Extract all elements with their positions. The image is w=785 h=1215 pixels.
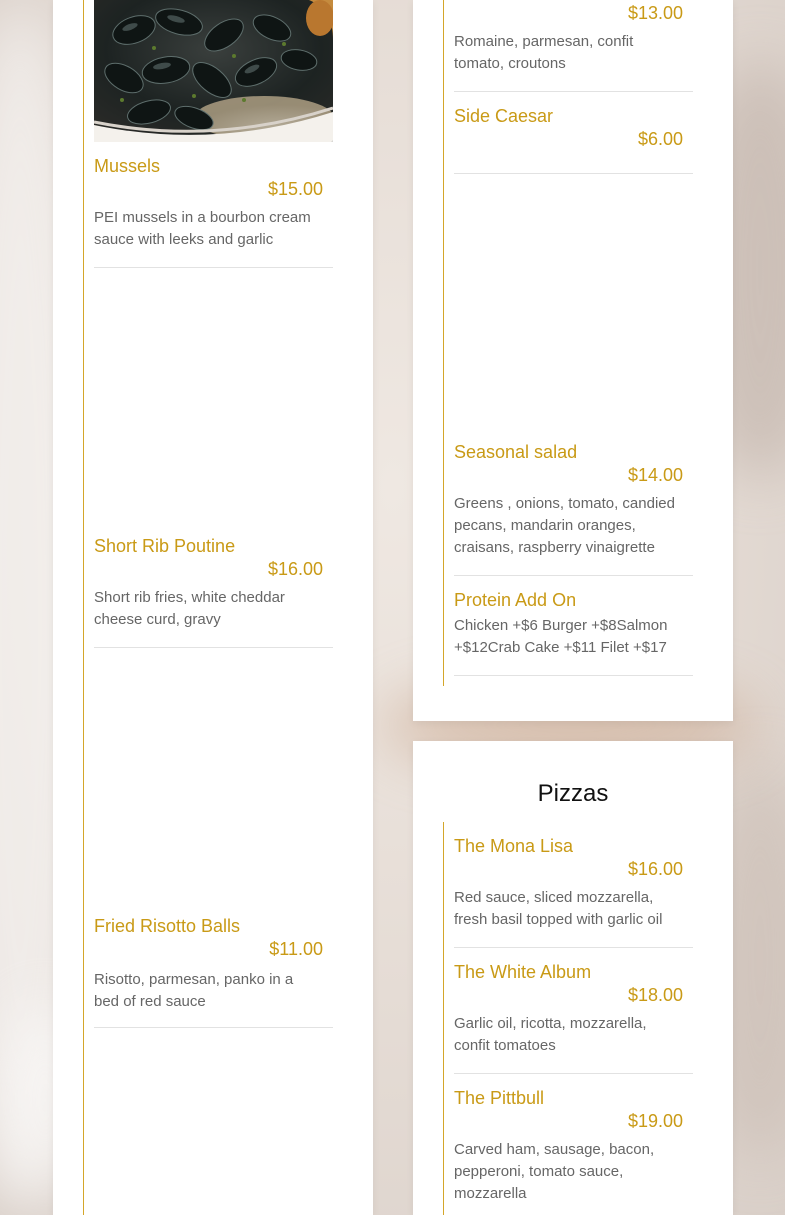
column-accent-line — [83, 0, 84, 1215]
column-accent-line — [443, 822, 444, 1215]
item-divider — [454, 173, 693, 174]
item-description: Red sauce, sliced mozzarella, fresh basil topped with garlic oil — [454, 889, 663, 928]
item-divider — [454, 947, 693, 948]
salads-card — [413, 0, 733, 721]
column-accent-line — [443, 0, 444, 686]
item-divider — [454, 91, 693, 92]
item-divider — [94, 267, 333, 268]
item-description: Greens , onions, tomato, candied pecans, mandarin oranges, craisans, raspberry vinaigrette — [454, 495, 675, 556]
mussels-photo — [94, 0, 333, 142]
menu-item-caesar[interactable] — [454, 0, 693, 92]
item-description: Short rib fries, white cheddar cheese curd, gravy — [94, 589, 285, 628]
menu-item-protein-add-on[interactable] — [454, 590, 693, 676]
item-name: Fried Risotto Balls — [94, 916, 241, 936]
item-description: Chicken +$6 Burger +$8Salmon +$12Crab Cake +$11 Filet +$17 — [454, 617, 668, 656]
menu-item-mussels[interactable] — [94, 156, 333, 268]
item-name: Short Rib Poutine — [94, 536, 236, 556]
item-name: Protein Add On — [454, 590, 577, 610]
item-description: Risotto, parmesan, panko in a bed of red sauce — [94, 971, 294, 1010]
menu-item-short-rib-poutine[interactable] — [94, 536, 333, 648]
menu-item-fried-risotto-balls[interactable] — [94, 916, 333, 1028]
item-price: $13.00 — [627, 3, 683, 23]
item-price: $16.00 — [267, 559, 323, 579]
mussels-image — [94, 0, 333, 142]
item-name: Seasonal salad — [454, 442, 578, 462]
item-divider — [454, 675, 693, 676]
item-name: Mussels — [94, 156, 161, 176]
item-price: $11.00 — [269, 939, 323, 959]
section-title: Pizzas — [537, 780, 609, 807]
appetizers-card — [53, 0, 373, 1215]
item-divider — [94, 1027, 333, 1028]
item-name: Side Caesar — [454, 106, 554, 126]
menu-item-side-caesar[interactable] — [454, 106, 693, 174]
item-name: The Pittbull — [454, 1088, 545, 1108]
item-divider — [94, 647, 333, 648]
item-price: $19.00 — [627, 1111, 683, 1131]
item-name: The Mona Lisa — [454, 836, 574, 856]
item-name: The White Album — [454, 962, 592, 982]
item-price: $16.00 — [627, 859, 683, 879]
item-description: Carved ham, sausage, bacon, pepperoni, tomato sauce, mozzarella — [454, 1141, 655, 1202]
item-price: $15.00 — [267, 179, 323, 199]
item-price: $14.00 — [627, 465, 683, 485]
item-divider — [454, 1073, 693, 1074]
pizzas-card — [413, 741, 733, 1215]
item-price: $6.00 — [637, 129, 683, 149]
menu-item-the-mona-lisa[interactable] — [454, 836, 693, 948]
menu-item-the-white-album[interactable] — [454, 962, 693, 1074]
item-description: Garlic oil, ricotta, mozzarella, confit tomatoes — [454, 1015, 647, 1054]
item-price: $18.00 — [627, 985, 683, 1005]
item-description: PEI mussels in a bourbon cream sauce with leeks and garlic — [94, 209, 311, 248]
item-divider — [454, 575, 693, 576]
menu-item-seasonal-salad[interactable] — [454, 442, 693, 576]
item-description: Romaine, parmesan, confit tomato, croutons — [454, 33, 634, 72]
menu-item-the-pittbull[interactable] — [454, 1088, 693, 1215]
